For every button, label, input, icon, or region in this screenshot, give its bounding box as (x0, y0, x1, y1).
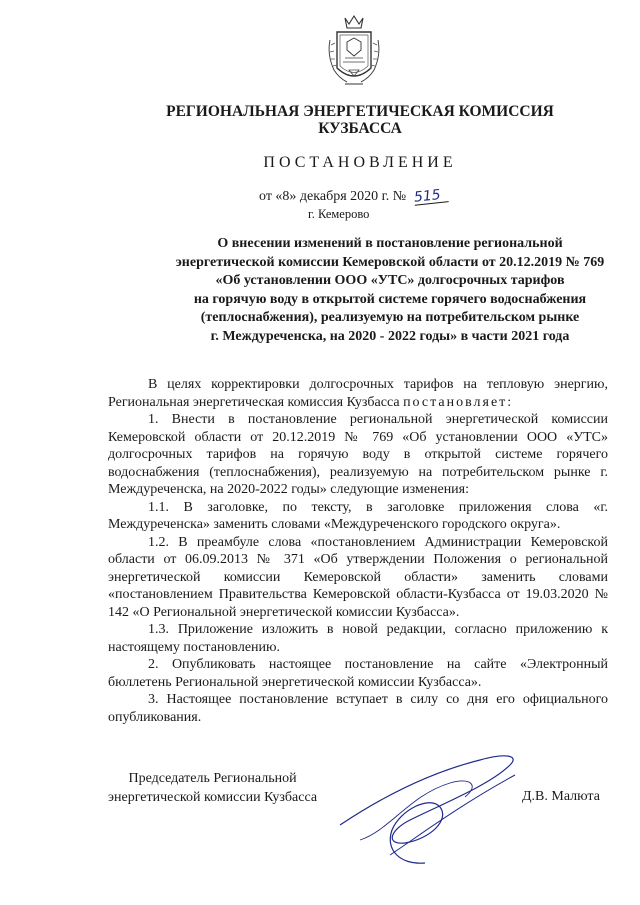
document-subject (110, 235, 640, 346)
paragraph-1: 1. Внести в постановление региональной энергетической комиссии Кемеровской области от 20.12.2019 № 769 «Об установлении ООО «УТС» долгосрочных тарифов на горячую воду в открытой системе горячего водоснабжения (теплоснабжения), реализуемую на потребительском рынке г. Междуреченска, на 2020-2022 годы» следующие изменения: (108, 412, 608, 497)
signatory-position (108, 769, 317, 807)
document-date: от «8» декабря 2020 г. № (259, 189, 407, 204)
subject-line: г. Междуреченска, на 2020 - 2022 годы» в части 2021 года (210, 328, 570, 344)
document-body (108, 376, 608, 726)
subject-line: «Об установлении ООО «УТС» долгосрочных тарифов (215, 273, 565, 288)
organization-title (120, 103, 600, 137)
signatory-position-line2: энергетической комиссии Кузбасса (108, 790, 318, 805)
resolves-word: постановляет: (403, 394, 514, 410)
paragraph-1-2: 1.2. В преамбуле слова «постановлением Администрации Кемеровской области от 06.09.2013 № 371 «Об утверждении Положения о региональной энергетической комиссии Кемеровской области» заменить словами «постановлением Правительства Кемеровской области-Кузбасса от 19.03.2020 № 142 «О Региональной энергетической комиссии Кузбасса». (108, 534, 608, 620)
intro-paragraph (108, 376, 608, 411)
signatory-position-line1: Председатель Региональной (128, 771, 297, 786)
handwritten-signature (330, 735, 530, 875)
paragraph-1-1: 1.1. В заголовке, по тексту, в заголовке приложения слова «г. Междуреченска» заменить словами «Междуреченского городского округа». (108, 499, 608, 532)
paragraph-2: 2. Опубликовать настоящее постановление на сайте «Электронный бюллетень Региональной энергетической комиссии Кузбасса». (108, 657, 608, 690)
paragraph-3: 3. Настоящее постановление вступает в силу со дня его официального опубликования. (108, 692, 608, 725)
date-line (259, 189, 448, 205)
document-number: 515 (413, 187, 448, 205)
subject-line: на горячую воду в открытой системе горячего водоснабжения (193, 291, 587, 307)
intro-text: В целях корректировки долгосрочных тарифов на тепловую энергию, Региональная энергетическая комиссия Кузбасса (108, 377, 608, 410)
organization-title-line2: КУЗБАССА (318, 120, 402, 137)
coat-of-arms-emblem (325, 10, 383, 90)
subject-line: (теплоснабжения), реализуемую на потребительском рынке (200, 310, 580, 325)
organization-title-line1: РЕГИОНАЛЬНАЯ ЭНЕРГЕТИЧЕСКАЯ КОМИССИЯ (166, 103, 554, 120)
subject-line: энергетической комиссии Кемеровской области от 20.12.2019 № 769 (175, 254, 605, 270)
subject-line: О внесении изменений в постановление региональной (217, 236, 563, 251)
document-city: г. Кемерово (308, 207, 370, 221)
document-type: ПОСТАНОВЛЕНИЕ (263, 154, 457, 171)
paragraph-1-3: 1.3. Приложение изложить в новой редакции, согласно приложению к настоящему постановлению. (108, 622, 608, 655)
signatory-name: Д.В. Малюта (522, 789, 600, 804)
